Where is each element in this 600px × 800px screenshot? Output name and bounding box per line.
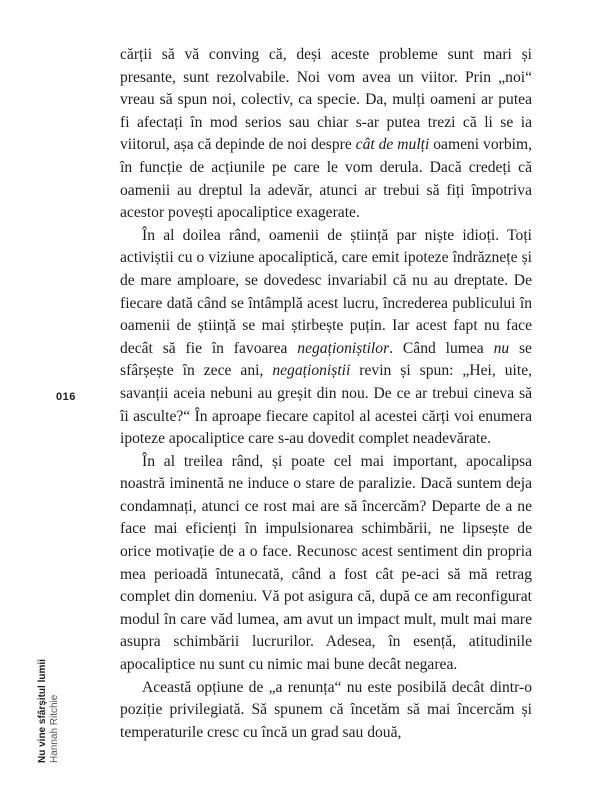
- text-segment: revin și spun: „Hei, uite, savanții aceia nebuni au greșit din nou. De ce ar trebui cineva să îi asculte?“ În aproape fiecare capitol al acestei cărți voi enumera ipoteze apocaliptice care s-au dovedit complet neadevărate.: [120, 362, 533, 448]
- page-number: 016: [56, 391, 76, 403]
- text-segment-italic: negaționiștii: [272, 362, 351, 380]
- paragraph-3: [120, 451, 532, 677]
- running-head-author: Hannah Ritchie: [49, 694, 60, 763]
- text-segment: . Când lumea: [389, 339, 494, 357]
- text-segment-italic: nu: [493, 339, 510, 357]
- text-segment: se sfârșește în zece ani,: [120, 339, 532, 380]
- paragraph-1: [120, 44, 532, 225]
- text-segment: oameni vorbim, în funcție de acțiunile pe care le vom derula. Dacă credeți că oamenii au dreptul la adevăr, atunci ar trebui să fiți împotriva acestor povești apocaliptice exagerate.: [120, 136, 532, 222]
- paragraph-4: [120, 677, 532, 745]
- text-segment: În al doilea rând, oamenii de știință par niște idioți. Toți activiștii cu o viziune apocaliptică, care emit ipoteze îndrăznețe și de mare amploare, se dovedesc invariabil că nu au dreptate. De fiecare dată când se întâmplă acest lucru, încrederea publicului în oamenii de știință se mai știrbește puțin. Iar acest fapt nu face decât să fie în favoarea: [120, 226, 532, 357]
- running-head: [37, 659, 61, 763]
- paragraph-2: [120, 225, 532, 451]
- text-segment-italic: cât de mulți: [355, 136, 430, 154]
- text-segment: În al treilea rând, și poate cel mai important, apocalipsa noastră iminentă ne induce o stare de paralizie. Dacă suntem deja condamnați, atunci ce rost mai are să încercăm? Departe de a ne face mai eficienți în impulsionarea schimbării, ne lipsește de orice motivație de a o face. Recunosc acest sentiment din propria mea perioadă întunecată, când a fost cât pe-aci să mă retrag complet din domeniu. Vă pot asigura că, după ce am reconfigurat modul în care văd lumea, am avut un impact mult, mult mai mare asupra schimbării lucrurilor. Adesea, în esență, atitudinile apocaliptice nu sunt cu nimic mai bune decât negarea.: [120, 452, 532, 674]
- text-segment: cărții să vă conving că, deși aceste probleme sunt mari și presante, sunt rezolvabile. Noi vom avea un viitor. Prin „noi“ vreau să spun noi, colectiv, ca specie. Da, mulți oameni ar putea fi afectați în mod serios sau chiar s-ar putea trezi că li se ia viitorul, așa că depinde de noi despre: [120, 46, 532, 154]
- body-text: [120, 44, 532, 744]
- running-head-title: Nu vine sfârșitul lumii: [37, 659, 48, 763]
- text-segment: Această opțiune de „a renunța“ nu este posibilă decât dintr-o poziție privilegiată. Să spunem că încetăm să mai încercăm și temperaturile cresc cu încă un grad sau două,: [120, 678, 532, 741]
- text-segment-italic: negaționiștilor: [297, 339, 390, 357]
